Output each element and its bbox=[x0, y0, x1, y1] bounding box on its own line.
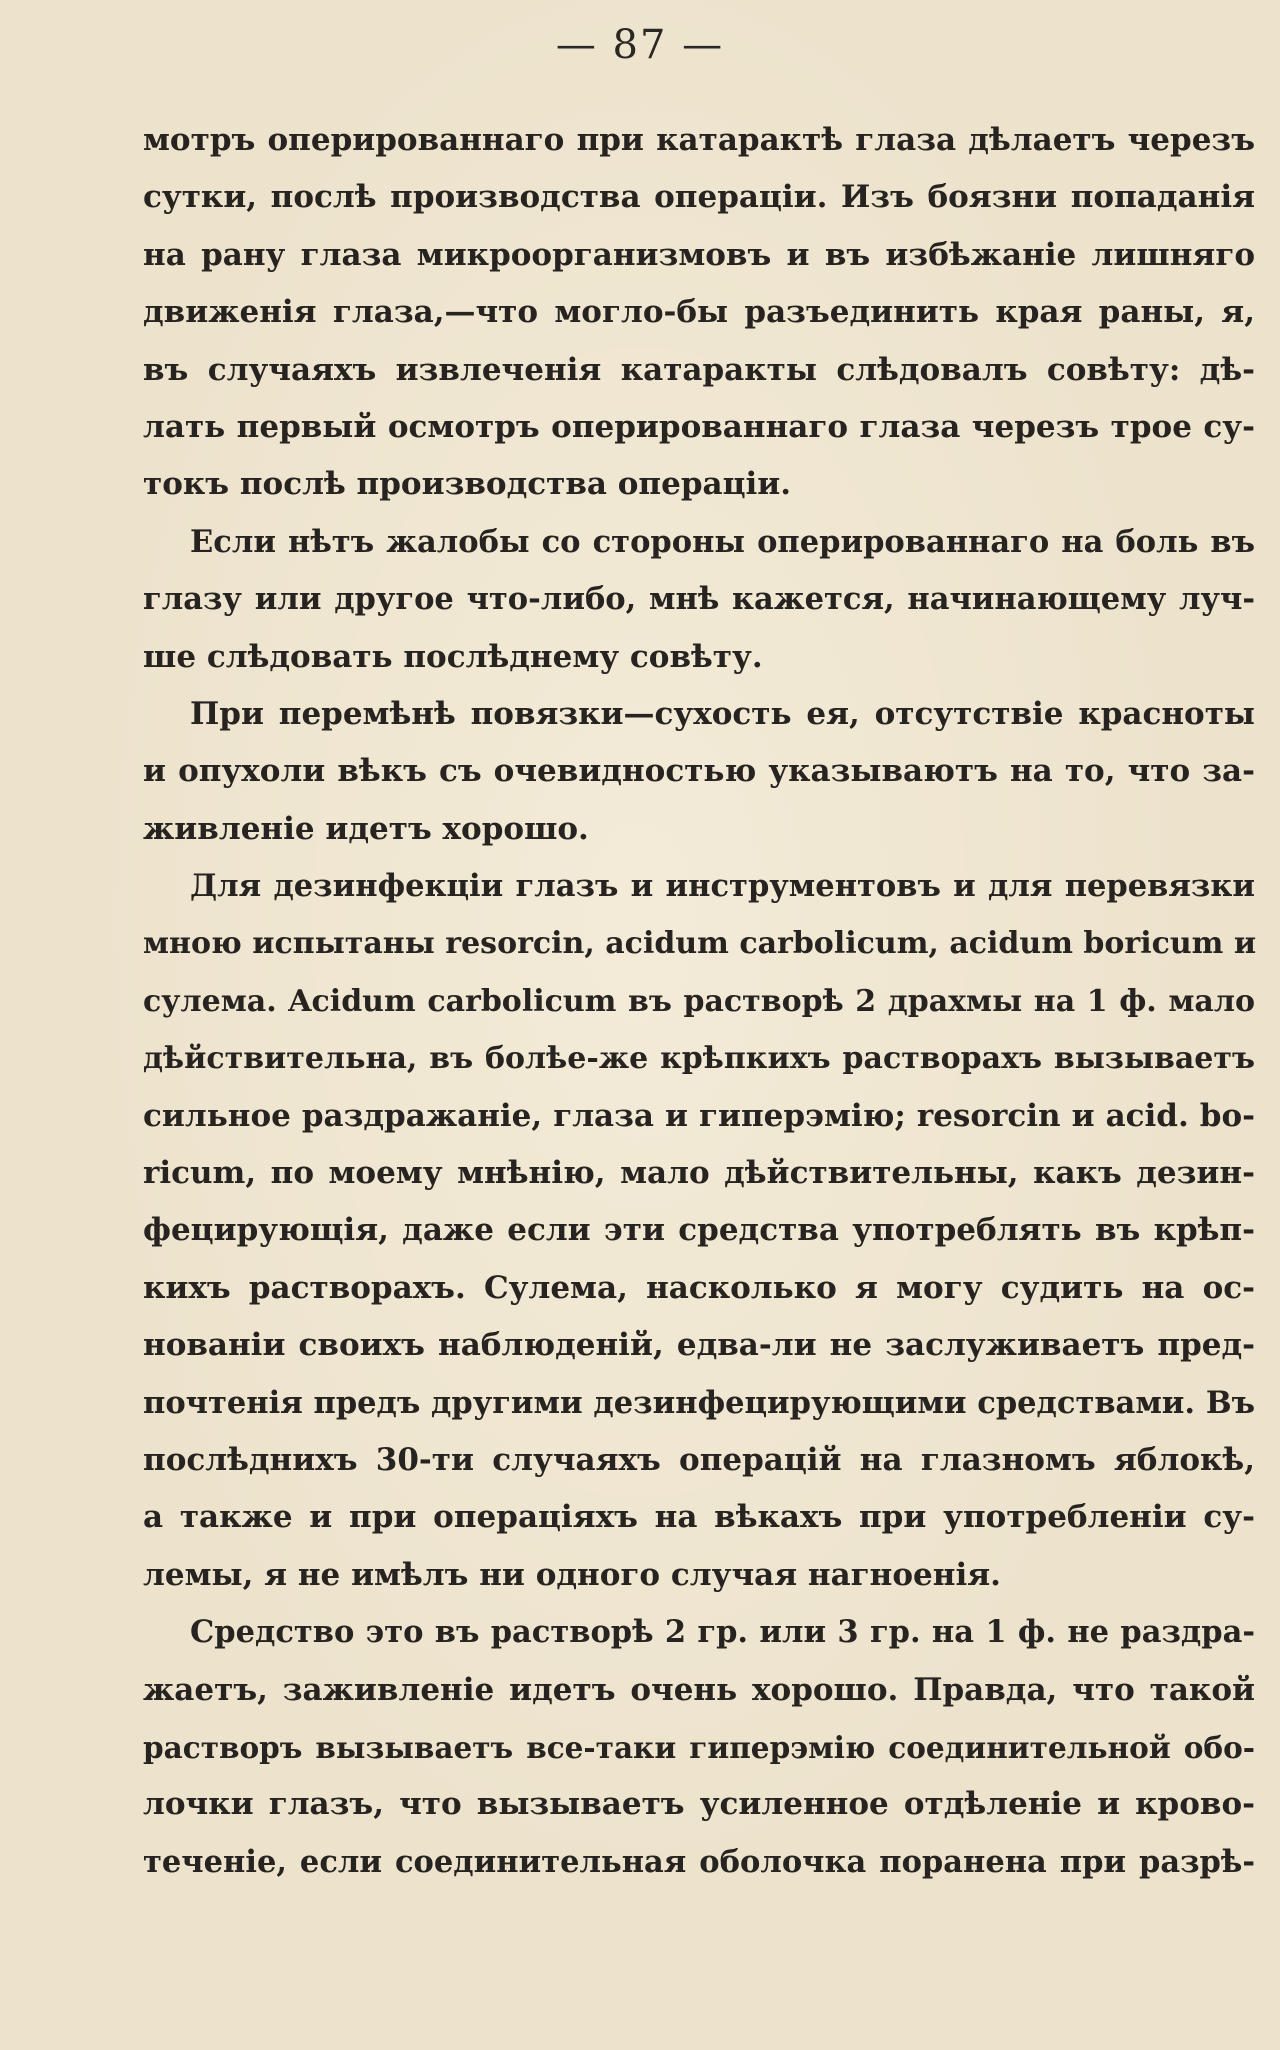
text-line: мотръ оперированнаго при катарактѣ глаза дѣлаетъ черезъ bbox=[143, 122, 1255, 158]
text-line: послѣднихъ 30-ти случаяхъ операцій на глазномъ яблокѣ, bbox=[143, 1441, 1255, 1478]
text-line: на рану глаза микроорганизмовъ и въ избѣжаніе лишняго bbox=[143, 236, 1255, 273]
body-text bbox=[143, 112, 1255, 1891]
text-line: кихъ растворахъ. Сулема, насколько я могу судить на ос- bbox=[143, 1269, 1255, 1306]
text-line: а также и при операціяхъ на вѣкахъ при употребленіи су- bbox=[143, 1499, 1255, 1536]
text-line: жаетъ, заживленіе идетъ очень хорошо. Правда, что такой bbox=[143, 1671, 1255, 1708]
text-line: и опухоли вѣкъ съ очевидностью указываютъ на то, что за- bbox=[143, 753, 1255, 790]
text-line: Если нѣтъ жалобы со стороны оперированнаго на боль въ bbox=[190, 523, 1255, 560]
text-line: лать первый осмотръ оперированнаго глаза черезъ трое су- bbox=[143, 408, 1255, 445]
text-line: мною испытаны resorcin, acidum carbolicum, acidum boricum и bbox=[143, 926, 1257, 962]
page-number: — 87 — bbox=[555, 22, 725, 68]
text-line: При перемѣнѣ повязки—сухость ея, отсутствіе красноты bbox=[190, 695, 1255, 732]
text-line: лочки глазъ, что вызываетъ усиленное отдѣленіе и крово- bbox=[143, 1786, 1255, 1823]
text-line: теченіе, если соединительная оболочка поранена при разрѣ- bbox=[143, 1843, 1255, 1880]
text-line: сулема. Acidum carbolicum въ растворѣ 2 драхмы на 1 ф. мало bbox=[143, 983, 1255, 1019]
text-line: въ случаяхъ извлеченія катаракты слѣдовалъ совѣту: дѣ- bbox=[143, 351, 1255, 388]
text-line: дѣйствительна, въ болѣе-же крѣпкихъ растворахъ вызываетъ bbox=[143, 1041, 1255, 1077]
text-line: ше слѣдовать послѣднему совѣту. bbox=[143, 638, 763, 675]
text-line: Для дезинфекціи глазъ и инструментовъ и для перевязки bbox=[190, 868, 1255, 905]
text-line: лемы, я не имѣлъ ни одного случая нагноенія. bbox=[143, 1556, 1001, 1593]
text-line: почтенія предъ другими дезинфецирующими средствами. Въ bbox=[143, 1384, 1255, 1421]
text-line: растворъ вызываетъ все-таки гиперэмію соединительной обо- bbox=[143, 1729, 1255, 1765]
text-line: глазу или другое что-либо, мнѣ кажется, начинающему луч- bbox=[143, 581, 1255, 618]
text-line: движенія глаза,—что могло-бы разъединить края раны, я, bbox=[143, 294, 1255, 331]
text-line: токъ послѣ производства операціи. bbox=[143, 466, 792, 503]
text-line: сильное раздражаніе, глаза и гиперэмію; resorcin и acid. bo- bbox=[143, 1097, 1255, 1134]
text-line: фецирующія, даже если эти средства употреблять въ крѣп- bbox=[143, 1212, 1255, 1249]
text-line: ricum, по моему мнѣнію, мало дѣйствительны, какъ дезин- bbox=[143, 1155, 1255, 1192]
text-line: Средство это въ растворѣ 2 гр. или 3 гр. на 1 ф. не раздра- bbox=[190, 1614, 1255, 1651]
text-line: нованіи своихъ наблюденій, едва-ли не заслуживаетъ пред- bbox=[143, 1327, 1255, 1364]
text-line: живленіе идетъ хорошо. bbox=[143, 810, 589, 847]
text-line: сутки, послѣ производства операціи. Изъ боязни попаданія bbox=[143, 179, 1255, 216]
